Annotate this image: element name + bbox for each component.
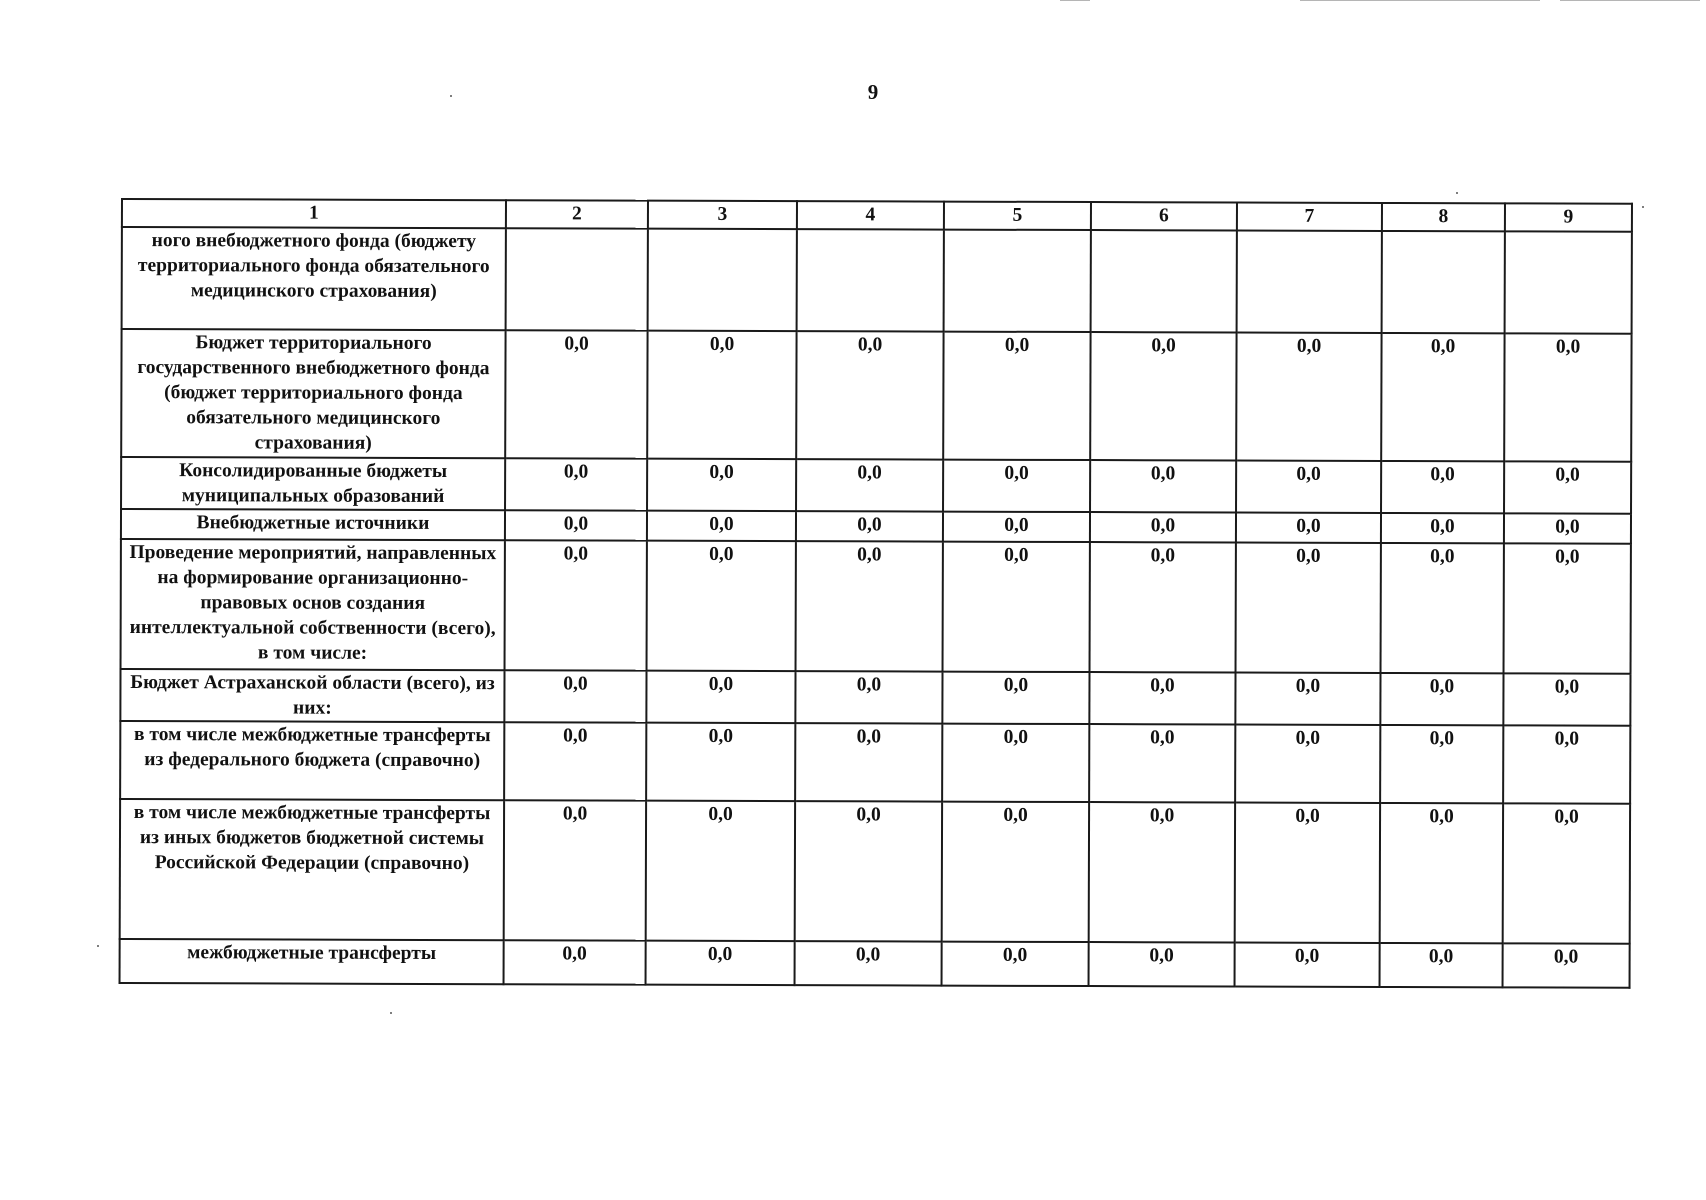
column-header: 2 (506, 200, 648, 228)
value-cell: 0,0 (1380, 673, 1503, 725)
value-cell: 0,0 (504, 722, 646, 800)
budget-table (119, 198, 1633, 989)
value-cell: 0,0 (796, 541, 943, 671)
scan-artifact-dot (97, 945, 99, 947)
table-row (120, 669, 1630, 726)
scan-artifact-dot (1456, 192, 1458, 194)
column-header: 4 (797, 201, 944, 229)
value-cell (1382, 231, 1505, 333)
row-label: Внебюджетные источники (121, 509, 505, 540)
value-cell (648, 229, 797, 331)
value-cell: 0,0 (504, 800, 646, 940)
value-cell: 0,0 (1381, 333, 1504, 461)
row-label: Бюджет территориального государственного внебюджетного фонда (бюджет территориального фонда обязательного медицинского страхования) (121, 329, 505, 458)
value-cell: 0,0 (942, 942, 1089, 986)
value-cell: 0,0 (943, 512, 1090, 542)
table-row (121, 329, 1631, 462)
value-cell: 0,0 (1089, 672, 1235, 724)
value-cell (1237, 231, 1382, 333)
page-number: 9 (867, 80, 879, 104)
value-cell: 0,0 (1090, 460, 1236, 512)
value-cell: 0,0 (1089, 802, 1235, 942)
value-cell: 0,0 (943, 460, 1090, 512)
value-cell: 0,0 (647, 331, 796, 459)
value-cell: 0,0 (795, 941, 942, 985)
column-header: 1 (122, 199, 506, 228)
value-cell: 0,0 (1235, 943, 1380, 987)
value-cell: 0,0 (1380, 803, 1503, 943)
value-cell (1091, 230, 1237, 332)
value-cell: 0,0 (943, 332, 1090, 460)
column-header: 5 (944, 202, 1091, 230)
row-label: в том числе межбюджетные трансферты из иных бюджетов бюджетной системы Российской Федерации (справочно) (120, 799, 504, 940)
value-cell: 0,0 (1381, 543, 1504, 673)
value-cell: 0,0 (1089, 942, 1235, 986)
value-cell: 0,0 (942, 724, 1089, 802)
value-cell: 0,0 (1235, 673, 1380, 725)
value-cell: 0,0 (1504, 461, 1631, 513)
value-cell: 0,0 (1503, 803, 1630, 943)
table-body (120, 199, 1632, 988)
value-cell: 0,0 (646, 941, 795, 985)
scan-artifact-line (1560, 0, 1700, 1)
value-cell: 0,0 (943, 542, 1090, 672)
value-cell: 0,0 (1090, 332, 1236, 460)
value-cell: 0,0 (1503, 725, 1630, 803)
value-cell: 0,0 (1503, 673, 1630, 725)
value-cell: 0,0 (1503, 943, 1630, 987)
value-cell: 0,0 (1235, 803, 1380, 943)
row-label: Проведение мероприятий, направленных на формирование организационно-правовых основ создания интеллектуальной собственности (всего), в том числе: (121, 539, 505, 670)
table-row (120, 939, 1630, 988)
value-cell (1505, 231, 1632, 333)
value-cell: 0,0 (646, 671, 795, 723)
row-label: Консолидированные бюджеты муниципальных образований (121, 457, 505, 510)
row-label: Бюджет Астраханской области (всего), из них: (120, 669, 504, 722)
value-cell: 0,0 (942, 802, 1089, 942)
value-cell: 0,0 (505, 330, 647, 458)
value-cell (797, 229, 944, 331)
table-row (121, 539, 1631, 674)
value-cell: 0,0 (795, 671, 942, 723)
column-header: 8 (1382, 203, 1505, 231)
value-cell: 0,0 (1380, 725, 1503, 803)
value-cell: 0,0 (1235, 725, 1380, 803)
value-cell: 0,0 (1504, 333, 1631, 461)
value-cell: 0,0 (795, 723, 942, 801)
value-cell: 0,0 (1504, 513, 1631, 543)
value-cell: 0,0 (504, 670, 646, 722)
scan-artifact-line (1300, 0, 1540, 1)
value-cell: 0,0 (505, 458, 647, 510)
table-row (121, 509, 1631, 544)
value-cell: 0,0 (1090, 542, 1236, 672)
value-cell: 0,0 (647, 459, 796, 511)
scan-artifact-dot (390, 1012, 392, 1014)
table-row (121, 457, 1631, 514)
column-header: 6 (1091, 202, 1237, 230)
scan-artifact-line (1060, 0, 1090, 1)
value-cell: 0,0 (1381, 461, 1504, 513)
value-cell: 0,0 (796, 459, 943, 511)
row-label: в том числе межбюджетные трансферты из федерального бюджета (справочно) (120, 721, 504, 800)
value-cell: 0,0 (1236, 333, 1381, 461)
value-cell: 0,0 (505, 510, 647, 540)
value-cell (506, 228, 648, 330)
value-cell: 0,0 (1236, 513, 1381, 543)
column-header: 3 (648, 201, 797, 229)
row-label: ного внебюджетного фонда (бюджету территориального фонда обязательного медицинского страхования) (122, 227, 506, 330)
table-row (122, 227, 1632, 334)
value-cell: 0,0 (646, 801, 795, 941)
value-cell: 0,0 (647, 541, 796, 671)
value-cell: 0,0 (647, 511, 796, 541)
value-cell: 0,0 (796, 511, 943, 541)
table-row (120, 799, 1630, 944)
value-cell: 0,0 (796, 331, 943, 459)
value-cell: 0,0 (795, 801, 942, 941)
value-cell: 0,0 (505, 540, 647, 670)
value-cell: 0,0 (1236, 543, 1381, 673)
value-cell (944, 230, 1091, 332)
value-cell: 0,0 (1504, 543, 1631, 673)
value-cell: 0,0 (942, 672, 1089, 724)
value-cell: 0,0 (646, 723, 795, 801)
scan-artifact-dot (1642, 206, 1644, 208)
value-cell: 0,0 (1089, 724, 1235, 802)
table-row (120, 721, 1630, 804)
value-cell: 0,0 (1236, 461, 1381, 513)
row-label: межбюджетные трансферты (120, 939, 504, 984)
value-cell: 0,0 (1381, 513, 1504, 543)
value-cell: 0,0 (504, 940, 646, 984)
value-cell: 0,0 (1090, 512, 1236, 542)
column-header: 7 (1237, 203, 1382, 231)
column-header: 9 (1505, 203, 1632, 231)
value-cell: 0,0 (1380, 943, 1503, 987)
